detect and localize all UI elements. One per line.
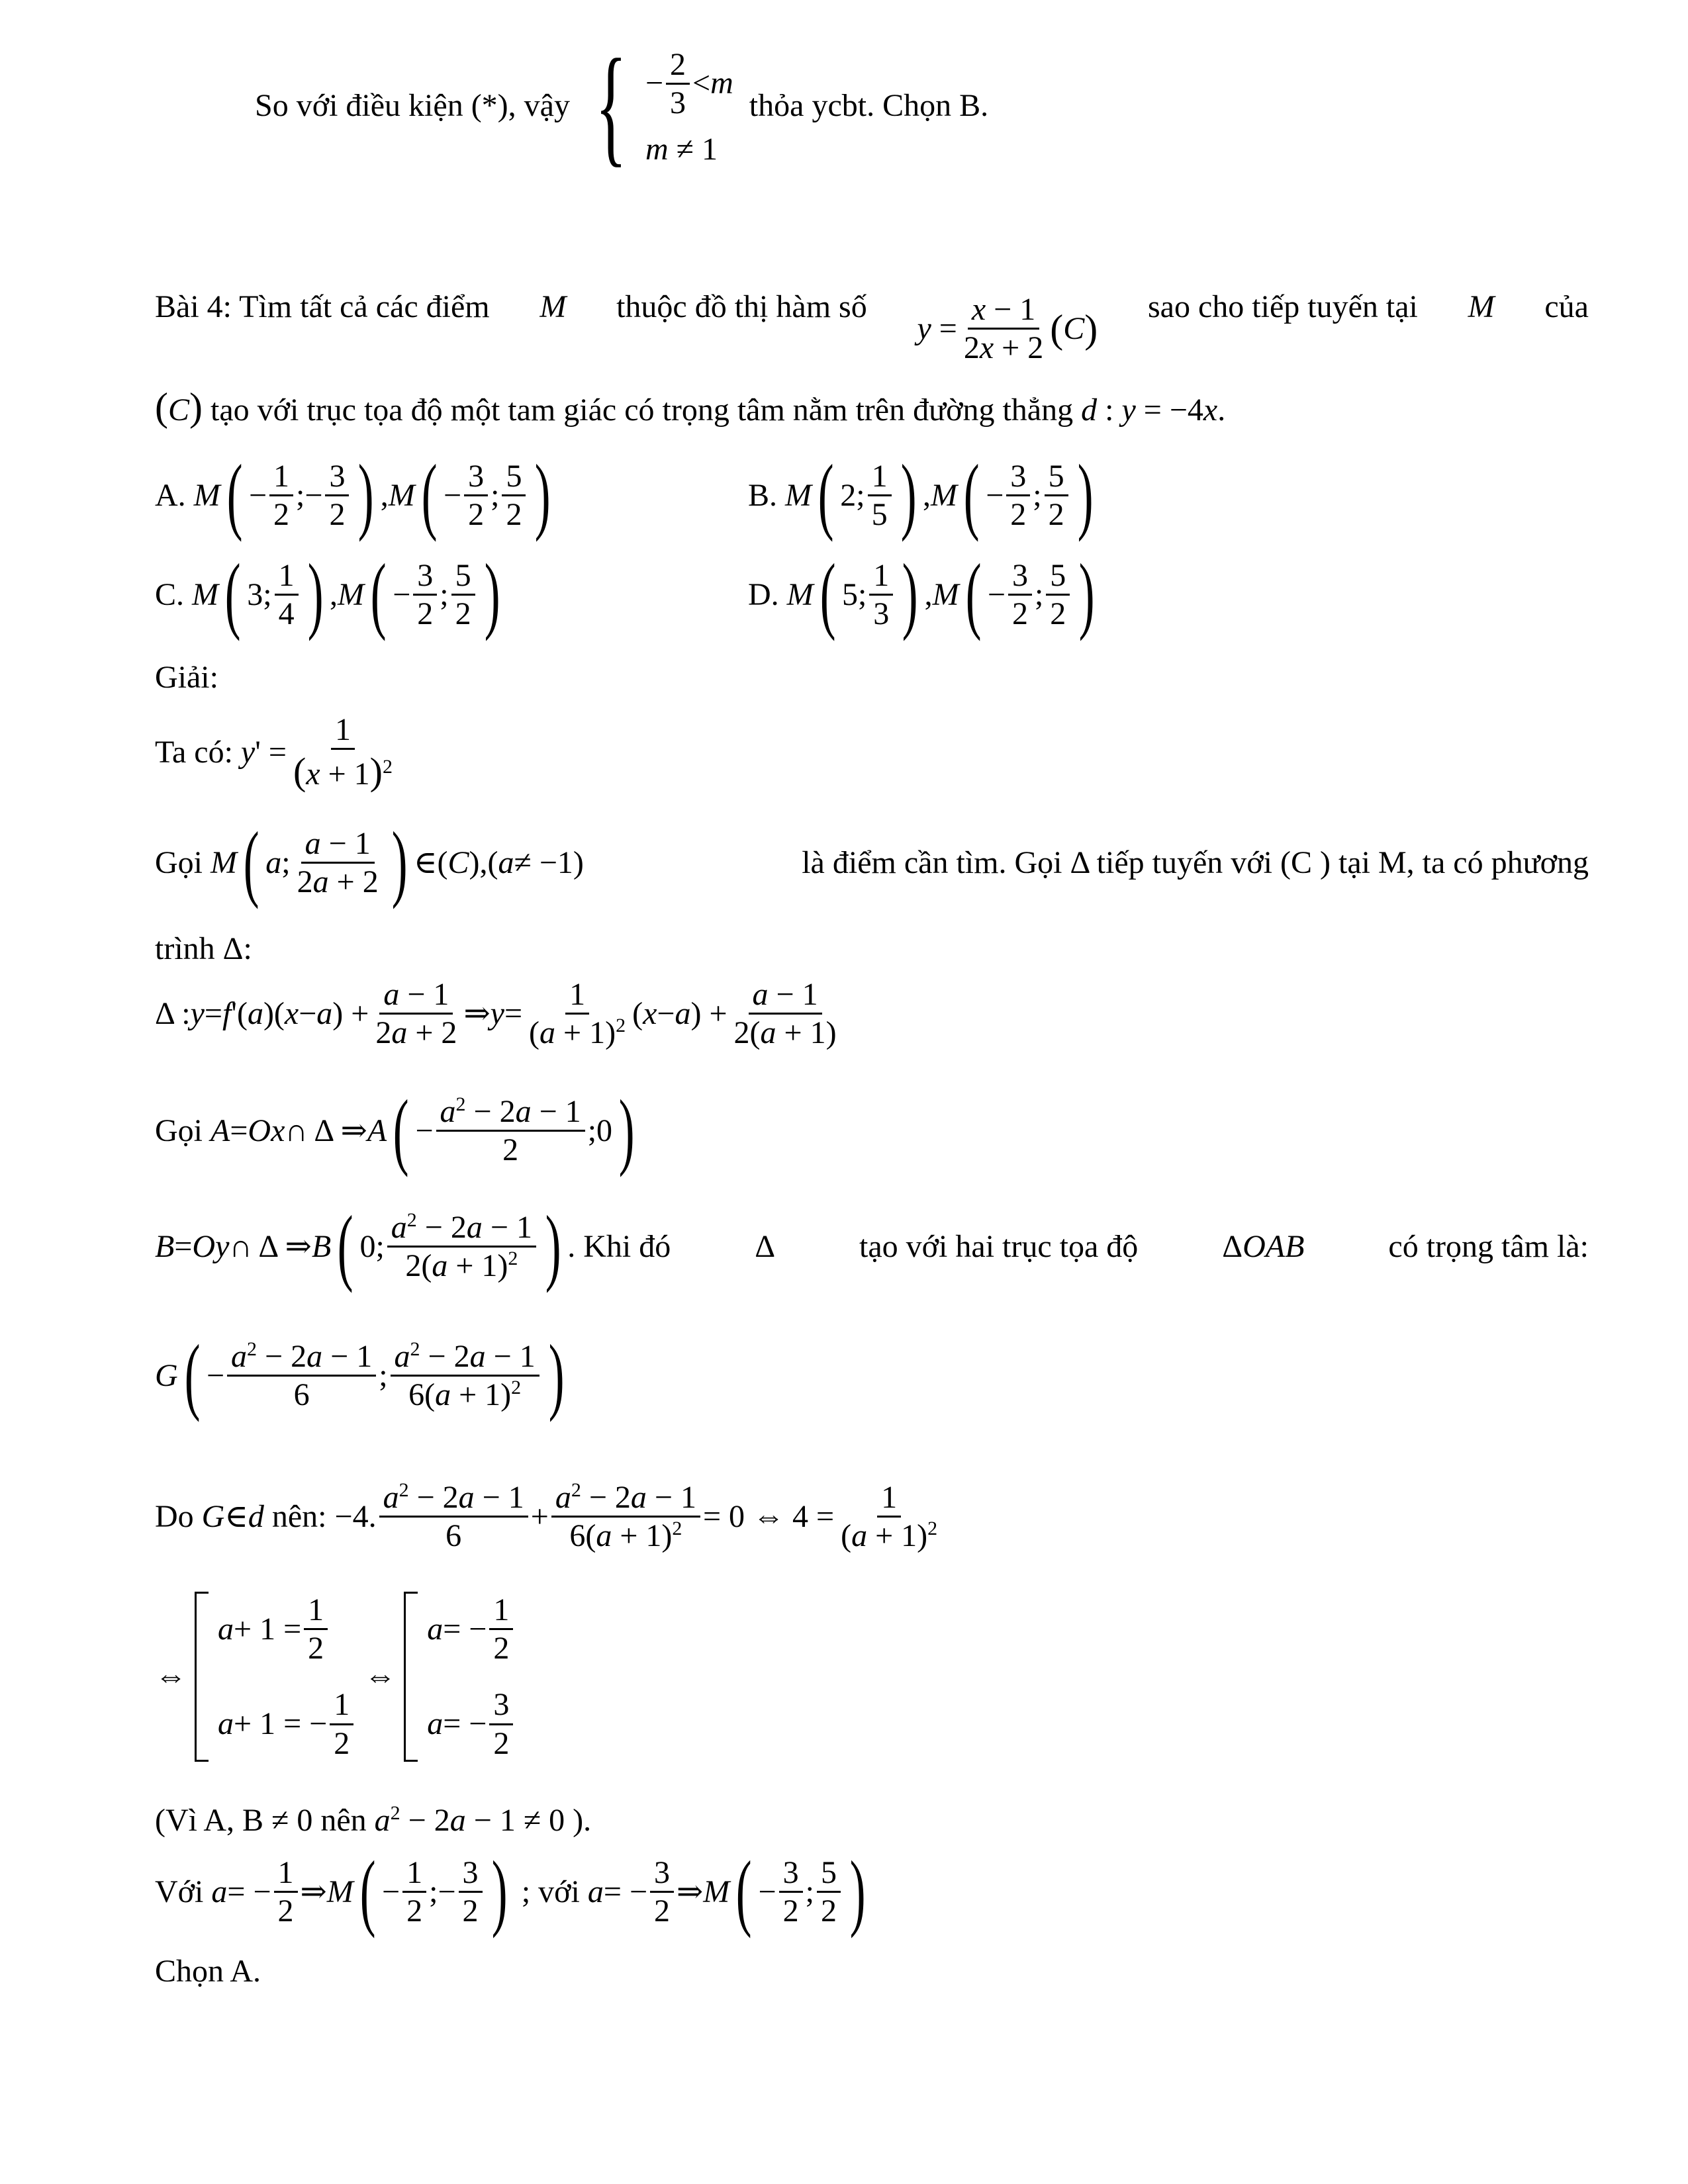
problem-line-1: Bài 4: Tìm tất cả các điểm M thuộc đồ thị hàm số y = $\frac{x - 1}{2x + 2}$ ( C ) sao cho tiếp tuyến tại M của	[155, 289, 1589, 366]
answer-line: Chọn A.	[155, 1954, 261, 1989]
problem-text: Bài 4: Tìm tất cả các điểm	[155, 289, 490, 324]
tangent-equation: Δ : y = f '( a )( x − a ) + $\frac{a - 1}{2a + 2}$ ⇒ y = $\frac{1}{(a + 1)^2}$ ( x − a ) + $\frac{a - 1}{2(a + 1)}$	[155, 977, 837, 1051]
option-b: B. M ( 2; $\frac{1}{5}$ ) , M ( − $\frac{3}{2}$ ; $\frac{5}{2}$ )	[748, 447, 1094, 543]
intro-prefix: So với điều kiện (*), vậy	[255, 88, 570, 123]
point-a-line: Gọi A = Ox ∩ Δ ⇒ A ( − $\frac{a^2 - 2a - 1}{2}$ ;0 )	[155, 1083, 635, 1178]
option-d: D. M ( 5; $\frac{1}{3}$ ) , M ( − $\frac{3}{2}$ ; $\frac{5}{2}$ )	[748, 547, 1095, 642]
problem-text: tạo với trục tọa độ một tam giác có trọng tâm nằm trên đường thẳng	[210, 392, 1074, 428]
problem-line-2: (C) tạo với trục tọa độ một tam giác có trọng tâm nằm trên đường thẳng d : y = −4x.	[155, 385, 1226, 429]
solve-line: ⇔ a + 1 = $\frac{1}{2}$ a + 1 = − $\frac{1}{2}$ ⇔ a = − $\frac{1}{2}$ a = − $\frac{3}{2}$	[155, 1592, 1589, 1762]
problem-text: sao cho tiếp tuyến tại	[1147, 289, 1418, 324]
option-c: C. M ( 3; $\frac{1}{4}$ ) , M ( − $\frac{3}{2}$ ; $\frac{5}{2}$ )	[155, 547, 500, 642]
derivative-line: Ta có: y ' = $\frac{1}{(x + 1)^2}$	[155, 712, 393, 794]
problem-text: thuộc đồ thị hàm số	[616, 289, 867, 324]
point-m-text: là điểm cần tìm. Gọi Δ tiếp tuyến với (C ) tại M, ta có phương	[802, 844, 1589, 880]
trinh-line: trình Δ:	[155, 931, 252, 966]
note-line: (Vì A, B ≠ 0 nên $a^2 - 2a - 1 \ne 0$ ).	[155, 1802, 592, 1838]
condition-line: Do G ∈ d nên: −4. $\frac{a^2 - 2a - 1}{6}$ + $\frac{a^2 - 2a - 1}{6(a + 1)^2}$ = 0 ⇔ 4 = $\frac{1}{(a + 1)^2}$	[155, 1479, 938, 1554]
option-a: A. M ( − $\frac{1}{2}$ ;− $\frac{3}{2}$ ) , M ( − $\frac{3}{2}$ ; $\frac{5}{2}$ )	[155, 447, 551, 543]
intro-suffix: thỏa ycbt. Chọn B.	[749, 88, 989, 123]
solution-heading: Giải:	[155, 660, 218, 695]
result-line: Với a = − $\frac{1}{2}$ ⇒ M ( − $\frac{1}{2}$ ;− $\frac{3}{2}$ ) ; với a = − $\frac{3}{2}$ ⇒ M ( − $\frac{3}{2}$ ; $\frac{5}{2}$ )	[155, 1844, 866, 1939]
intro-line	[255, 32, 1589, 179]
condition-system: { − $\frac{2}{3}$ < m m ≠ 1	[594, 32, 733, 179]
centroid-line: G ( − $\frac{a^2 - 2a - 1}{6}$ ; $\frac{a^2 - 2a - 1}{6(a + 1)^2}$ )	[155, 1328, 565, 1423]
problem-text: của	[1544, 289, 1589, 324]
point-m-line: Gọi M ( a ; $\frac{a - 1}{2a + 2}$ ) ∈( C ),( a ≠ −1) là điểm cần tìm. Gọi Δ tiếp tuyến với (C ) tại M, ta có phương	[155, 815, 1589, 910]
point-b-line: B = Oy ∩ Δ ⇒ B ( 0; $\frac{a^2 - 2a - 1}{2(a + 1)^2}$ ) . Khi đó Δ tạo với hai trục tọa độ Δ OAB có trọng tâm là:	[155, 1199, 1589, 1294]
